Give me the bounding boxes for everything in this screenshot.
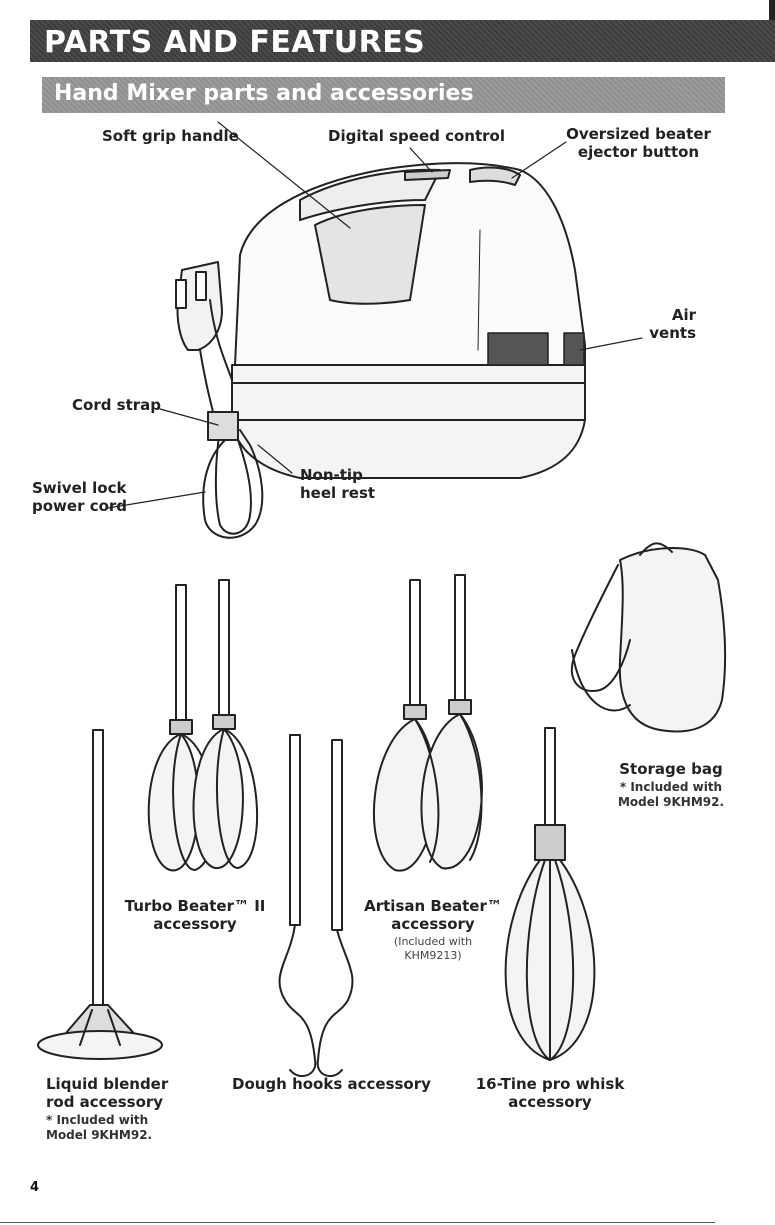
label-digital-speed-control: Digital speed control xyxy=(328,127,505,145)
label-whisk-line1: 16-Tine pro whisk xyxy=(475,1075,625,1093)
label-dough-hooks: Dough hooks accessory xyxy=(232,1075,431,1093)
turbo-beater-illustration xyxy=(149,580,257,870)
label-swivel-lock xyxy=(32,479,127,515)
note-liquid-line2: Model 9KHM92. xyxy=(46,1128,153,1142)
label-soft-grip-handle: Soft grip handle xyxy=(102,127,239,145)
subsection-title: Hand Mixer parts and accessories xyxy=(54,81,474,106)
label-non-tip-heel-rest xyxy=(300,466,375,502)
note-artisan-line2: KHM9213) xyxy=(404,949,462,962)
label-air-line1: Air xyxy=(671,306,696,324)
page-title: PARTS AND FEATURES xyxy=(44,25,426,60)
label-ejector-button xyxy=(566,125,711,161)
label-artisan-title: Artisan Beater™ xyxy=(364,897,502,915)
label-ejector-line2: ejector button xyxy=(577,143,700,161)
liquid-blender-rod-illustration xyxy=(38,730,162,1059)
label-air-vents xyxy=(648,306,696,342)
note-storage-bag-line2: Model 9KHM92. xyxy=(617,795,725,809)
label-liquid-line2: rod accessory xyxy=(46,1093,164,1111)
label-ejector-line1: Oversized beater xyxy=(566,125,711,143)
label-turbo-title: Turbo Beater™ II xyxy=(124,897,266,915)
dough-hooks-illustration xyxy=(280,735,353,1076)
label-air-line2: vents xyxy=(649,324,696,342)
storage-bag-illustration xyxy=(572,543,725,731)
label-swivel-line1: Swivel lock xyxy=(32,479,127,497)
label-artisan-beater xyxy=(358,897,508,933)
footer-rule xyxy=(0,1222,715,1223)
hand-mixer-illustration xyxy=(176,163,585,538)
note-liquid-blender xyxy=(46,1113,152,1143)
label-cord-strap: Cord strap xyxy=(72,396,162,414)
artisan-beater-illustration xyxy=(374,575,482,871)
label-turbo-beater xyxy=(120,897,270,933)
label-liquid-line1: Liquid blender xyxy=(46,1075,169,1093)
page-number: 4 xyxy=(30,1180,40,1195)
note-storage-bag-line1: * Included with xyxy=(619,780,723,794)
note-artisan xyxy=(378,935,488,963)
label-whisk xyxy=(470,1075,630,1111)
label-turbo-sub: accessory xyxy=(153,915,237,933)
label-whisk-line2: accessory xyxy=(508,1093,592,1111)
label-swivel-line2: power cord xyxy=(32,497,128,515)
label-artisan-sub: accessory xyxy=(391,915,475,933)
whisk-illustration xyxy=(506,728,595,1060)
label-nontip-line2: heel rest xyxy=(300,484,376,502)
label-nontip-line1: Non-tip xyxy=(300,466,363,484)
label-liquid-blender-rod xyxy=(46,1075,168,1111)
label-storage-bag: Storage bag xyxy=(619,760,723,778)
note-storage-bag xyxy=(596,780,746,810)
note-liquid-line1: * Included with xyxy=(46,1113,149,1127)
note-artisan-line1: (Included with xyxy=(393,935,473,948)
